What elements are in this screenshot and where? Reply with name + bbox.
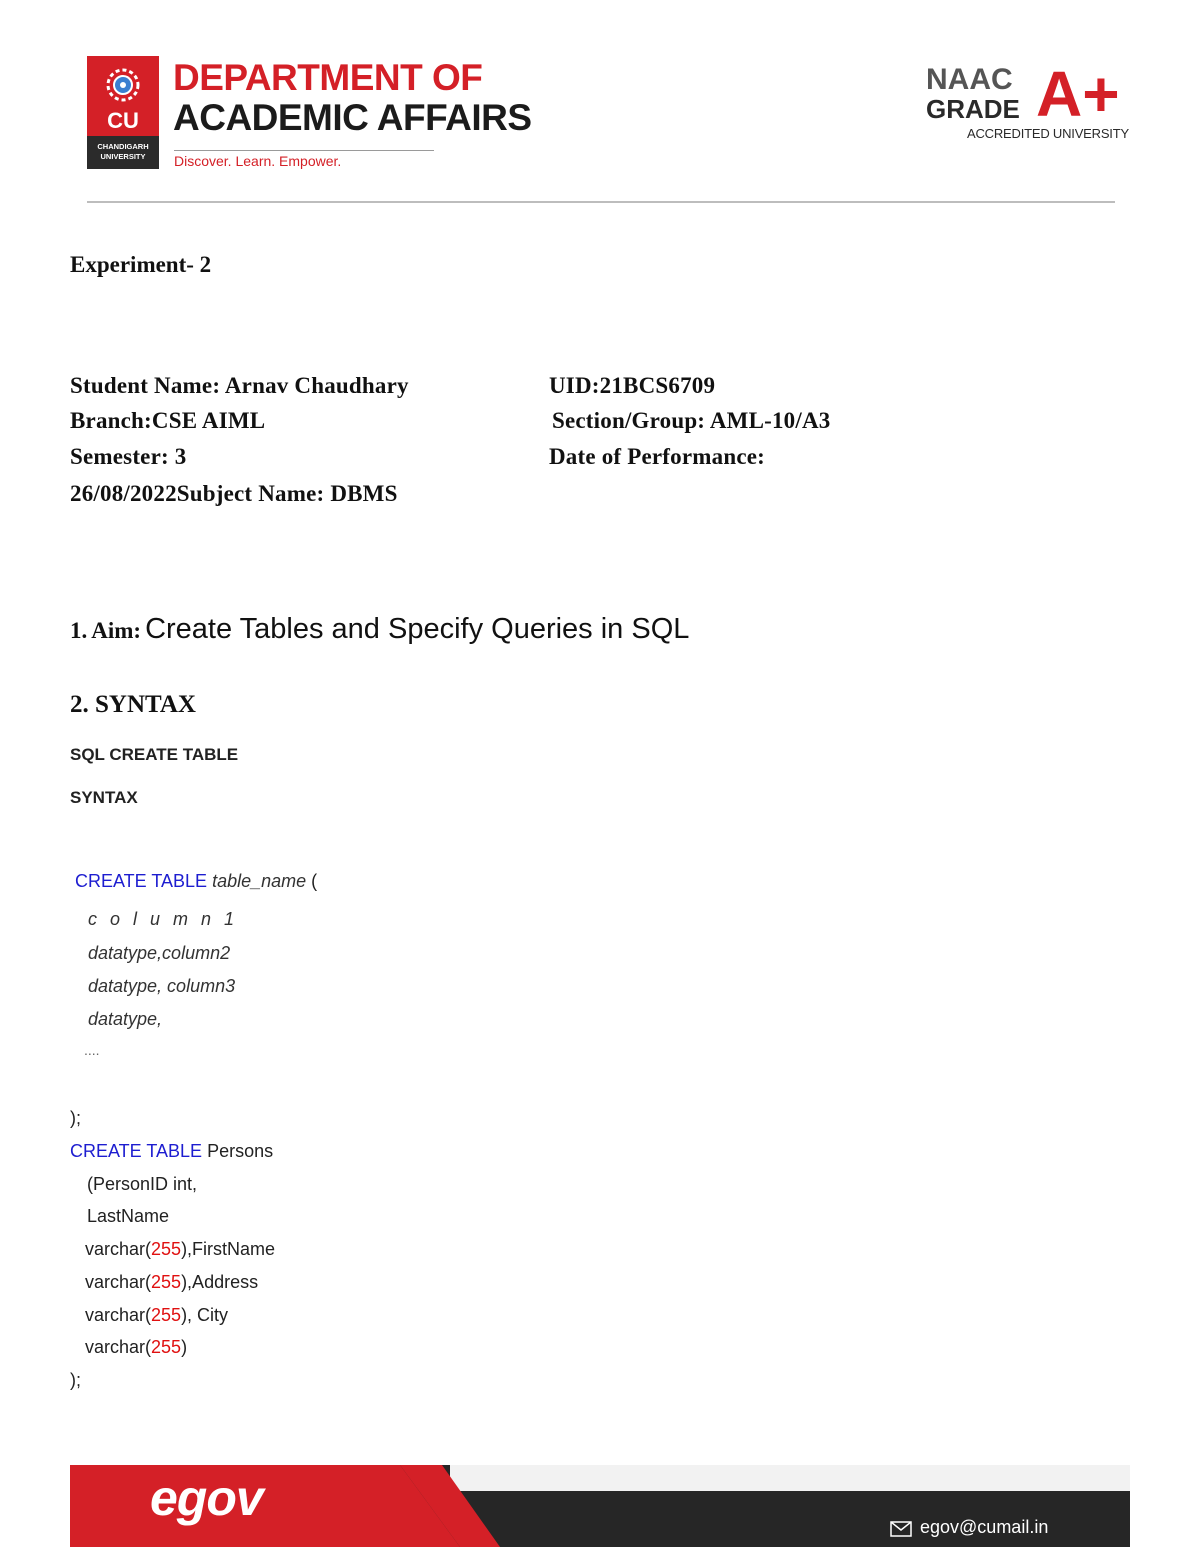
code-text: varchar( — [85, 1305, 152, 1325]
code-line — [85, 1272, 258, 1293]
code-text: ), City — [181, 1305, 229, 1325]
cu-logo — [87, 56, 159, 169]
student-uid: UID:21BCS6709 — [549, 373, 716, 398]
code-text: ) — [181, 1337, 188, 1357]
naac-text: NAAC — [926, 63, 1013, 96]
egov-logo: egov — [150, 1470, 263, 1526]
aim-text: Create Tables and Specify Queries in SQL — [145, 613, 690, 645]
syntax-label: SYNTAX — [70, 788, 138, 807]
code-line: LastName — [87, 1206, 170, 1226]
code-line — [85, 1305, 228, 1326]
logo-strip-text: CHANDIGARH UNIVERSITY — [87, 136, 159, 169]
department-title — [173, 58, 532, 138]
footer-banner — [70, 1465, 1130, 1547]
department-title-line2: ACADEMIC AFFAIRS — [173, 97, 532, 138]
syntax-heading: 2. SYNTAX — [70, 691, 196, 718]
code-text: varchar( — [85, 1272, 152, 1292]
aim-number: 1. — [70, 618, 88, 643]
department-title-line1: DEPARTMENT OF — [173, 57, 483, 98]
code-line: datatype,column2 — [88, 943, 231, 963]
student-name: Student Name: Arnav Chaudhary — [70, 373, 409, 398]
subject-name: 26/08/2022Subject Name: DBMS — [70, 481, 398, 506]
cu-emblem-icon — [101, 63, 145, 107]
mail-icon — [890, 1521, 912, 1537]
aim-label: Aim: — [91, 618, 142, 643]
sql-keyword: CREATE TABLE — [70, 1141, 203, 1161]
code-table-name: table_name — [212, 871, 307, 891]
code-table-name: Persons — [207, 1141, 274, 1161]
code-text: varchar( — [85, 1337, 152, 1357]
accredited-text: ACCREDITED UNIVERSITY — [967, 126, 1129, 141]
code-number: 255 — [151, 1337, 182, 1357]
code-line: c o l u m n 1 — [88, 909, 239, 929]
grade-text: GRADE — [926, 94, 1020, 124]
code-line: datatype, column3 — [88, 976, 236, 996]
code-line — [85, 1337, 187, 1358]
grade-value: A+ — [1036, 58, 1120, 130]
code-text: ),Address — [181, 1272, 259, 1292]
sql-keyword: CREATE TABLE — [75, 871, 208, 891]
sql-create-table-label: SQL CREATE TABLE — [70, 745, 239, 764]
code-number: 255 — [151, 1239, 182, 1259]
code-line — [85, 1239, 275, 1260]
section-group: Section/Group: AML-10/A3 — [552, 408, 831, 433]
code-text: varchar( — [85, 1239, 152, 1259]
code-line: datatype, — [88, 1009, 163, 1029]
footer-light-band — [450, 1465, 1130, 1491]
code-paren: ( — [311, 871, 318, 891]
code-text: ),FirstName — [181, 1239, 276, 1259]
aim-heading — [70, 613, 689, 646]
code-line: (PersonID int, — [87, 1174, 198, 1194]
tagline: Discover. Learn. Empower. — [174, 150, 434, 173]
date-of-performance: Date of Performance: — [549, 444, 765, 469]
code-line — [75, 871, 317, 892]
footer-email[interactable]: egov@cumail.in — [920, 1517, 1049, 1537]
code-ellipsis: .... — [84, 1042, 100, 1058]
code-number: 255 — [151, 1305, 182, 1325]
logo-letters: CU — [107, 108, 139, 133]
header-divider — [87, 201, 1115, 203]
code-line: ); — [70, 1108, 81, 1128]
code-number: 255 — [151, 1272, 182, 1292]
code-line — [70, 1141, 273, 1162]
semester: Semester: 3 — [70, 444, 187, 469]
experiment-title: Experiment- 2 — [70, 252, 212, 277]
code-line: ); — [70, 1370, 81, 1390]
branch: Branch:CSE AIML — [70, 408, 266, 433]
